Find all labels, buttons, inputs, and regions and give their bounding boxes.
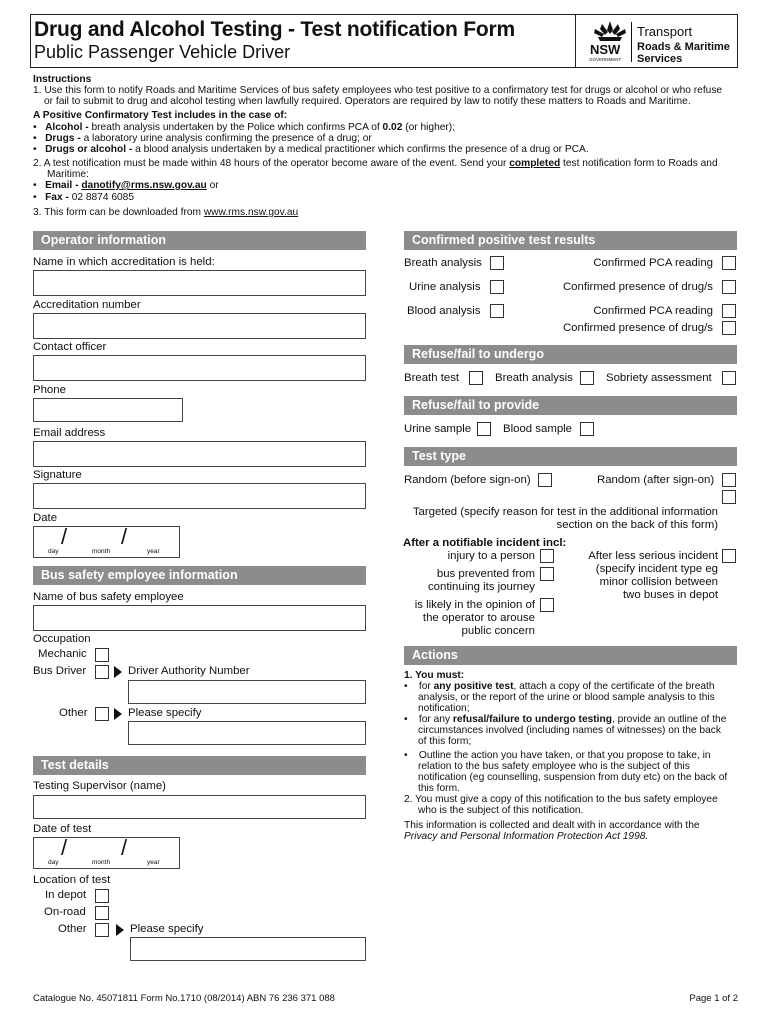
blood-sample-label: Blood sample <box>503 423 573 435</box>
employee-name-label: Name of bus safety employee <box>33 591 184 603</box>
signature-input[interactable] <box>33 483 366 509</box>
location-other-checkbox[interactable] <box>95 923 109 937</box>
likely-label-3: public concern <box>461 625 535 637</box>
location-specify-label: Please specify <box>130 923 204 935</box>
pca-reading-label-2: Confirmed PCA reading <box>593 305 713 317</box>
date-slash-2: / <box>121 835 128 860</box>
mechanic-label: Mechanic <box>38 648 87 660</box>
contact-officer-input[interactable] <box>33 355 366 381</box>
date-day-hint: day <box>48 859 59 866</box>
logo-rule <box>631 22 632 62</box>
on-road-checkbox[interactable] <box>95 906 109 920</box>
breath-test-label: Breath test <box>404 372 460 384</box>
date-of-test-label: Date of test <box>33 823 92 835</box>
pca-reading-checkbox-2[interactable] <box>722 304 736 318</box>
phone-input[interactable] <box>33 398 183 422</box>
presence-checkbox-1[interactable] <box>722 280 736 294</box>
supervisor-input[interactable] <box>33 795 366 819</box>
presence-label-1: Confirmed presence of drug/s <box>562 281 713 293</box>
less-serious-checkbox[interactable] <box>722 549 736 563</box>
actions-section-bar: Actions <box>404 646 737 665</box>
refuse-provide-section-bar: Refuse/fail to provide <box>404 396 737 415</box>
less-serious-label-2: (specify incident type eg <box>595 563 718 575</box>
email-address-input[interactable] <box>33 441 366 467</box>
instruction-1a: 1. Use this form to notify Roads and Maritime Services of bus safety employees who test positive to a confirmatory test for drugs or alcohol or who refuse <box>33 85 723 96</box>
random-before-checkbox[interactable] <box>538 473 552 487</box>
occupation-specify-input[interactable] <box>128 721 366 745</box>
occupation-label: Occupation <box>33 633 91 645</box>
in-depot-checkbox[interactable] <box>95 889 109 903</box>
random-before-label: Random (before sign-on) <box>404 474 531 486</box>
nsw-government-text: GOVERNMENT <box>589 57 622 62</box>
footer-page: Page 1 of 2 <box>689 993 738 1004</box>
bus-driver-checkbox[interactable] <box>95 665 109 679</box>
blood-analysis-checkbox[interactable] <box>490 304 504 318</box>
blood-sample-checkbox[interactable] <box>580 422 594 436</box>
breath-analysis-checkbox[interactable] <box>490 256 504 270</box>
download-link[interactable]: www.rms.nsw.gov.au <box>203 207 299 218</box>
accreditation-name-label: Name in which accreditation is held: <box>33 256 215 268</box>
likely-label-1: is likely in the opinion of <box>414 599 535 611</box>
signature-label: Signature <box>33 469 82 481</box>
targeted-label-2: section on the back of this form) <box>556 519 718 531</box>
date-year-hint: year <box>147 548 160 555</box>
form-subtitle: Public Passenger Vehicle Driver <box>34 42 291 62</box>
refuse-breath-analysis-label: Breath analysis <box>495 372 573 384</box>
date-day-hint: day <box>48 548 59 555</box>
occupation-specify-label: Please specify <box>128 707 202 719</box>
action-bullet-1c: notification; <box>418 703 470 714</box>
contact-officer-label: Contact officer <box>33 341 107 353</box>
rms-text-2: Services <box>637 53 683 65</box>
email-item: • Email - danotify@rms.nsw.gov.au or <box>33 180 219 191</box>
phone-label: Phone <box>33 384 66 396</box>
action-bullet-2: • for any refusal/failure to undergo testing, provide an outline of the <box>404 714 727 725</box>
prevented-label-1: bus prevented from <box>436 568 535 580</box>
likely-label-2: the operator to arouse <box>422 612 535 624</box>
injury-label: injury to a person <box>447 550 535 562</box>
less-serious-label-3: minor collision between <box>599 576 718 588</box>
breath-analysis-label: Breath analysis <box>404 257 482 269</box>
action-bullet-3: • Outline the action you have taken, or that you propose to take, in <box>404 750 711 761</box>
instruction-2c: Maritime: <box>47 169 89 180</box>
arrow-right-icon <box>114 708 122 720</box>
form-title: Drug and Alcohol Testing - Test notification Form <box>34 18 515 41</box>
urine-sample-checkbox[interactable] <box>477 422 491 436</box>
rms-text-1: Roads & Maritime <box>637 41 730 53</box>
header-divider <box>575 14 576 68</box>
notifiable-heading: After a notifiable incident incl: <box>403 537 567 549</box>
accreditation-number-input[interactable] <box>33 313 366 339</box>
date-slash-1: / <box>61 835 68 860</box>
driver-authority-label: Driver Authority Number <box>128 665 250 677</box>
test-type-section-bar: Test type <box>404 447 737 466</box>
action-bullet-1: • for any positive test, attach a copy of the certificate of the breath <box>404 681 715 692</box>
email-link[interactable]: danotify@rms.nsw.gov.au <box>81 180 207 191</box>
confirmed-section-bar: Confirmed positive test results <box>404 231 737 250</box>
date-slash-2: / <box>121 524 128 549</box>
urine-analysis-label: Urine analysis <box>409 281 481 293</box>
in-depot-label: In depot <box>45 889 87 901</box>
action-bullet-3c: notification (eg counselling, suspension from duty etc) on the back of <box>418 772 728 783</box>
likely-checkbox[interactable] <box>540 598 554 612</box>
less-serious-label-1: After less serious incident <box>588 550 718 562</box>
date-label: Date <box>33 512 58 524</box>
presence-label-2: Confirmed presence of drug/s <box>562 322 713 334</box>
pca-reading-checkbox-1[interactable] <box>722 256 736 270</box>
location-specify-input[interactable] <box>130 937 366 961</box>
targeted-checkbox[interactable] <box>722 490 736 504</box>
date-slash-1: / <box>61 524 68 549</box>
targeted-label-1: Targeted (specify reason for test in the additional information <box>412 506 718 518</box>
random-after-label: Random (after sign-on) <box>597 474 715 486</box>
mechanic-checkbox[interactable] <box>95 648 109 662</box>
instruction-2a: 2. A test notification must be made within 48 hours of the operator become aware of the event. Send your completed test notification form to Roads and <box>33 158 718 169</box>
pca-reading-label-1: Confirmed PCA reading <box>593 257 713 269</box>
nsw-logo-text: NSW <box>590 42 621 57</box>
alcohol-item: • Alcohol - breath analysis undertaken by the Police which confirms PCA of 0.02 (or higher); <box>33 122 456 133</box>
action-bullet-1b: analysis, or the report of the urine or blood sample analysis to this <box>418 692 715 703</box>
arrow-right-icon <box>114 666 122 678</box>
privacy-line-1: This information is collected and dealt with in accordance with the <box>404 820 700 831</box>
date-year-hint: year <box>147 859 160 866</box>
bus-driver-label: Bus Driver <box>33 665 87 677</box>
action-item-2a: 2. You must give a copy of this notification to the bus safety employee <box>404 794 718 805</box>
waratah-icon <box>590 20 630 42</box>
instruction-1b: or fail to submit to drug and alcohol testing when lawfully required. Operators are required by law to notify these matters to Roads and Maritime. <box>44 96 691 107</box>
random-after-checkbox[interactable] <box>722 473 736 487</box>
instruction-3: 3. This form can be downloaded from www.rms.nsw.gov.au <box>33 207 299 218</box>
instructions-heading: Instructions <box>33 74 92 85</box>
blood-analysis-label: Blood analysis <box>407 305 481 317</box>
operator-section-bar: Operator information <box>33 231 366 250</box>
actions-must: 1. You must: <box>404 670 465 681</box>
occupation-other-label: Other <box>59 707 88 719</box>
action-item-2b: who is the subject of this notification. <box>418 805 584 816</box>
drugs-alcohol-item: • Drugs or alcohol - a blood analysis undertaken by a medical practitioner which confirms the presence of a drug or PCA. <box>33 144 589 155</box>
drugs-item: • Drugs - a laboratory urine analysis confirming the presence of a drug; or <box>33 133 372 144</box>
sobriety-label: Sobriety assessment <box>606 372 712 384</box>
action-bullet-3b: relation to the bus safety employee who is the subject of this <box>418 761 690 772</box>
urine-analysis-checkbox[interactable] <box>490 280 504 294</box>
sobriety-checkbox[interactable] <box>722 371 736 385</box>
action-bullet-2c: of this form; <box>418 736 472 747</box>
refuse-undergo-section-bar: Refuse/fail to undergo <box>404 345 737 364</box>
footer-catalogue: Catalogue No. 45071811 Form No.1710 (08/2014) ABN 76 236 371 088 <box>33 993 335 1004</box>
accreditation-name-input[interactable] <box>33 270 366 296</box>
urine-sample-label: Urine sample <box>404 423 472 435</box>
date-month-hint: month <box>92 859 111 866</box>
date-month-hint: month <box>92 548 111 555</box>
test-details-section-bar: Test details <box>33 756 366 775</box>
email-address-label: Email address <box>33 427 106 439</box>
supervisor-label: Testing Supervisor (name) <box>33 780 166 792</box>
employee-section-bar: Bus safety employee information <box>33 566 366 585</box>
arrow-right-icon <box>116 924 124 936</box>
fax-item: • Fax - 02 8874 6085 <box>33 192 135 203</box>
presence-checkbox-2[interactable] <box>722 321 736 335</box>
location-other-label: Other <box>58 923 87 935</box>
action-bullet-2b: circumstances involved (including names of witnesses) on the back <box>418 725 721 736</box>
driver-authority-input[interactable] <box>128 680 366 704</box>
prevented-checkbox[interactable] <box>540 567 554 581</box>
privacy-line-2: Privacy and Personal Information Protection Act 1998. <box>404 831 649 842</box>
on-road-label: On-road <box>44 906 86 918</box>
action-bullet-3d: this form. <box>418 783 460 794</box>
prevented-label-2: continuing its journey <box>427 581 535 593</box>
location-label: Location of test <box>33 874 111 886</box>
occupation-other-checkbox[interactable] <box>95 707 109 721</box>
breath-test-checkbox[interactable] <box>469 371 483 385</box>
refuse-breath-analysis-checkbox[interactable] <box>580 371 594 385</box>
less-serious-label-4: two buses in depot <box>623 589 718 601</box>
pct-heading: A Positive Confirmatory Test includes in the case of: <box>33 110 288 121</box>
injury-checkbox[interactable] <box>540 549 554 563</box>
transport-text: Transport <box>637 24 693 39</box>
employee-name-input[interactable] <box>33 605 366 631</box>
accreditation-number-label: Accreditation number <box>33 299 141 311</box>
